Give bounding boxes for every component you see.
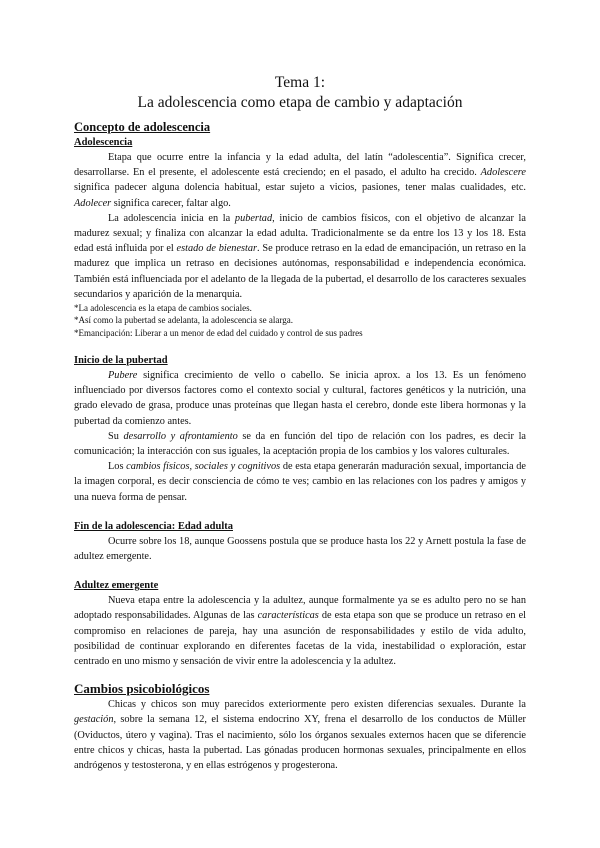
note-pubertad-adelanta: *Así como la pubertad se adelanta, la adolescencia se alarga.	[74, 315, 293, 326]
term-adolescere: Adolescere	[480, 167, 526, 179]
paragraph-cambios: Los cambios físicos, sociales y cognitivos de esta etapa generarán maduración sexual, importancia de la imagen corporal, es decir consciencia de cómo te ves; cambio en las relaciones con los padres y amigos y una nueva forma de pensar.	[74, 461, 526, 503]
paragraph-adolescencia-definicion: Etapa que ocurre entre la infancia y la edad adulta, del latín “adolescentia”. Significa crecer, desarrollarse. En el presente, el adolescente está creciendo; en el pasado, el adulto ha crecido. Adolescere significa padecer alguna dolencia habitual, estar sujeto a vicios, pasiones, tener malas cualidades, etc. Adolecer significa carecer, faltar algo.	[74, 152, 526, 209]
term-adolecer: Adolecer	[74, 197, 112, 209]
paragraph-cambios-psicobiologicos: Chicas y chicos son muy parecidos exteriormente pero existen diferencias sexuales. Durante la gestación, sobre la semana 12, el sistema endocrino XY, frena el desarrollo de los conductos de Müller (Oviductos, útero y vagina). Tras el nacimiento, sólo los órganos sexuales externos hacen que se diferencie entre chicos y chicas, hasta la pubertad. Las gónadas producen hormonas sexuales, principalmente en ellos andrógenos y testosterona, y en ellas estrógenos y progesterona.	[74, 699, 526, 771]
paragraph-adultez: Nueva etapa entre la adolescencia y la adultez, aunque formalmente ya se es adulto pero no se han adoptado responsabilidades. Algunas de las características de esta etapa son que se produce un retraso en el compromiso en relaciones de pareja, hay una asunción de responsabilidades y estilo de vida adulto, posibilidad de continuar explorando en diferentes facetas de la vida, inestabilidad o exploración, estar centrado en uno mismo y sensación de vivir entre la adolescencia y la adultez.	[74, 595, 526, 667]
document-title: La adolescencia como etapa de cambio y adaptación	[137, 94, 463, 111]
document-title-number: Tema 1:	[274, 74, 326, 91]
term-gestacion: gestación	[74, 714, 114, 726]
paragraph-adolescencia-inicio: La adolescencia inicia en la pubertad, inicio de cambios físicos, con el objetivo de alcanzar la madurez sexual; y finaliza con alcanzar la edad adulta. Tradicionalmente se da entre los 13 y los 18. Esta edad está influida por el estado de bienestar. Se produce retraso en la edad de emancipación, un retraso en la madurez que implica un retraso en decisiones autónomas, responsabilidad e independencia económica. También está influenciada por el adelanto de la llegada de la pubertad, el desarrollo de los caracteres sexuales secundarios y aparición de la menarquia.	[74, 212, 526, 300]
subheading-adolescencia: Adolescencia	[74, 137, 133, 148]
note-cambios-sociales: *La adolescencia es la etapa de cambios sociales.	[74, 303, 252, 314]
section-heading-concepto: Concepto de adolescencia	[74, 120, 211, 134]
paragraph-pubere: Pubere significa crecimiento de vello o cabello. Se inicia aprox. a los 13. Es un fenómeno influenciado por diversos factores como el contexto social y cultural, factores genéticos y la nutrición, una grado elevado de grasa, produce unas proteínas que llegan hasta el cerebro, donde este libera hormonas y la pubertad da comienzo antes.	[74, 369, 526, 427]
term-desarrollo-afrontamiento: desarrollo y afrontamiento	[123, 430, 238, 442]
subheading-fin-adolescencia: Fin de la adolescencia: Edad adulta	[74, 520, 233, 532]
paragraph-desarrollo: Su desarrollo y afrontamiento se da en función del tipo de relación con los padres, es decir la comunicación; la interacción con sus iguales, la aceptación propia de los cambios y los valores culturales.	[74, 430, 526, 457]
term-caracteristicas: características	[257, 610, 319, 622]
note-emancipacion: *Emancipación: Liberar a un menor de edad del cuidado y control de sus padres	[74, 327, 363, 338]
term-pubertad: pubertad	[234, 212, 273, 224]
term-pubere: Pubere	[108, 369, 138, 381]
section-heading-cambios: Cambios psicobiológicos	[74, 681, 210, 697]
paragraph-fin: Ocurre sobre los 18, aunque Goossens postula que se produce hasta los 22 y Arnett postula la fase de adultez emergente.	[74, 535, 526, 562]
term-estado-bienestar: estado de bienestar	[176, 243, 258, 255]
subheading-inicio-pubertad: Inicio de la pubertad	[74, 354, 168, 366]
subheading-adultez-emergente: Adultez emergente	[74, 580, 159, 592]
term-cambios: cambios físicos, sociales y cognitivos	[126, 461, 281, 473]
